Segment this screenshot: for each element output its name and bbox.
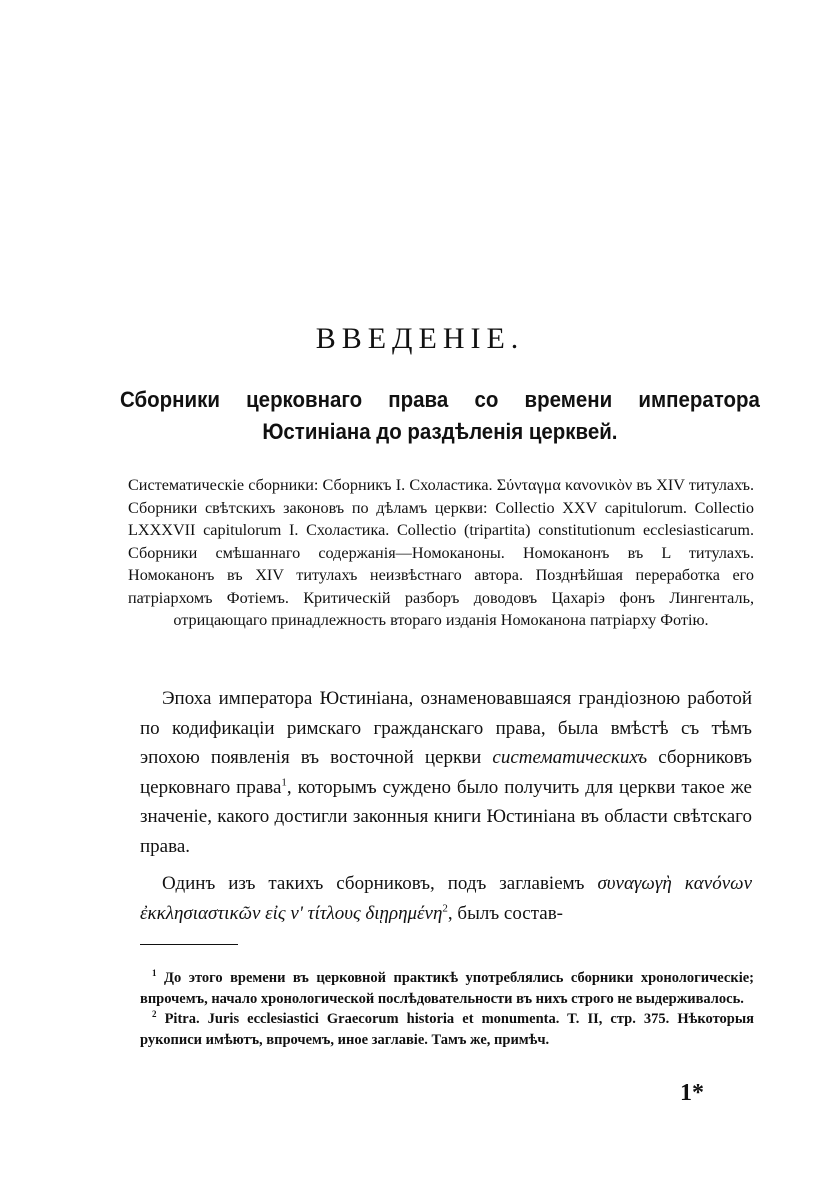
- footnote-separator: [140, 944, 238, 945]
- footnotes: [140, 968, 754, 1050]
- footnote-2-mark: 2: [152, 1009, 157, 1020]
- footnote-1-mark: 1: [152, 968, 157, 979]
- body-paragraph-2-text-b: , былъ состав-: [447, 902, 564, 924]
- greek-title: συναγωγὴ κανόνων ἐκκλησιαστικῶν εἰς ν' τίτλους διῃρημένη: [140, 873, 752, 924]
- body-paragraph-1-text-c: , которымъ суждено было получить для церкви такое же значеніе, какого достигли законныя книги Юстиніана въ области свѣтскаго права.: [140, 776, 752, 857]
- body-paragraph-1: [140, 684, 752, 861]
- footnote-1: [140, 968, 754, 1009]
- footnote-ref-1: 1: [281, 776, 287, 789]
- footnote-ref-2: 2: [442, 902, 448, 915]
- body-paragraph-2: [140, 869, 752, 928]
- footnote-2-text: Pitra. Juris ecclesiastici Graecorum historia et monumenta. T. II, стр. 375. Нѣкоторыя рукописи имѣютъ, впрочемъ, иное заглавіе. Тамъ же, примѣч.: [140, 1011, 754, 1048]
- chapter-heading: ВВЕДЕНІЕ.: [315, 322, 525, 355]
- footnote-1-text: До этого времени въ церковной практикѣ употреблялись сборники хронологическіе; впрочемъ, начало хронологической послѣдовательности въ нихъ строго не выдерживалось.: [140, 970, 754, 1007]
- body-paragraph-1-text-b: сборниковъ церковнаго права: [140, 747, 752, 798]
- page-number: 1*: [680, 1080, 704, 1106]
- chapter-subtitle: Сборники церковнаго права со времени императора Юстиніана до раздѣленія церквей.: [120, 387, 760, 444]
- main-text: [140, 684, 752, 928]
- body-paragraph-2-text-a: Одинъ изъ такихъ сборниковъ, подъ заглавіемъ: [162, 873, 598, 894]
- footnote-2: [140, 1009, 754, 1050]
- body-paragraph-1-text-a: Эпоха императора Юстиніана, ознаменовавшаяся грандіозною работой по кодификаціи римскаго гражданскаго права, была вмѣстѣ съ тѣмъ эпохою появленія въ восточной церкви: [140, 688, 752, 768]
- body-paragraph-1-emphasis: систематическихъ: [492, 747, 648, 768]
- chapter-summary: Систематическіе сборники: Сборникъ I. Схоластика. Σύνταγμα κανονικὸν въ XIV титулахъ. Сборники свѣтскихъ законовъ по дѣламъ церкви: Collectio XXV capitulorum. Collectio LXXXVII capitulorum I. Схоластика. Collectio (tripartita) constitutionum ecclesiasticarum. Сборники смѣшаннаго содержанія—Номоканоны. Номоканонъ въ L титулахъ. Номоканонъ въ XIV титулахъ неизвѣстнаго автора. Позднѣйшая переработка его патріархомъ Фотіемъ. Критическій разборъ доводовъ Цахаріэ фонъ Лингенталь, отрицающаго принадлежность втораго изданія Номоканона патріарху Фотію.: [128, 476, 754, 629]
